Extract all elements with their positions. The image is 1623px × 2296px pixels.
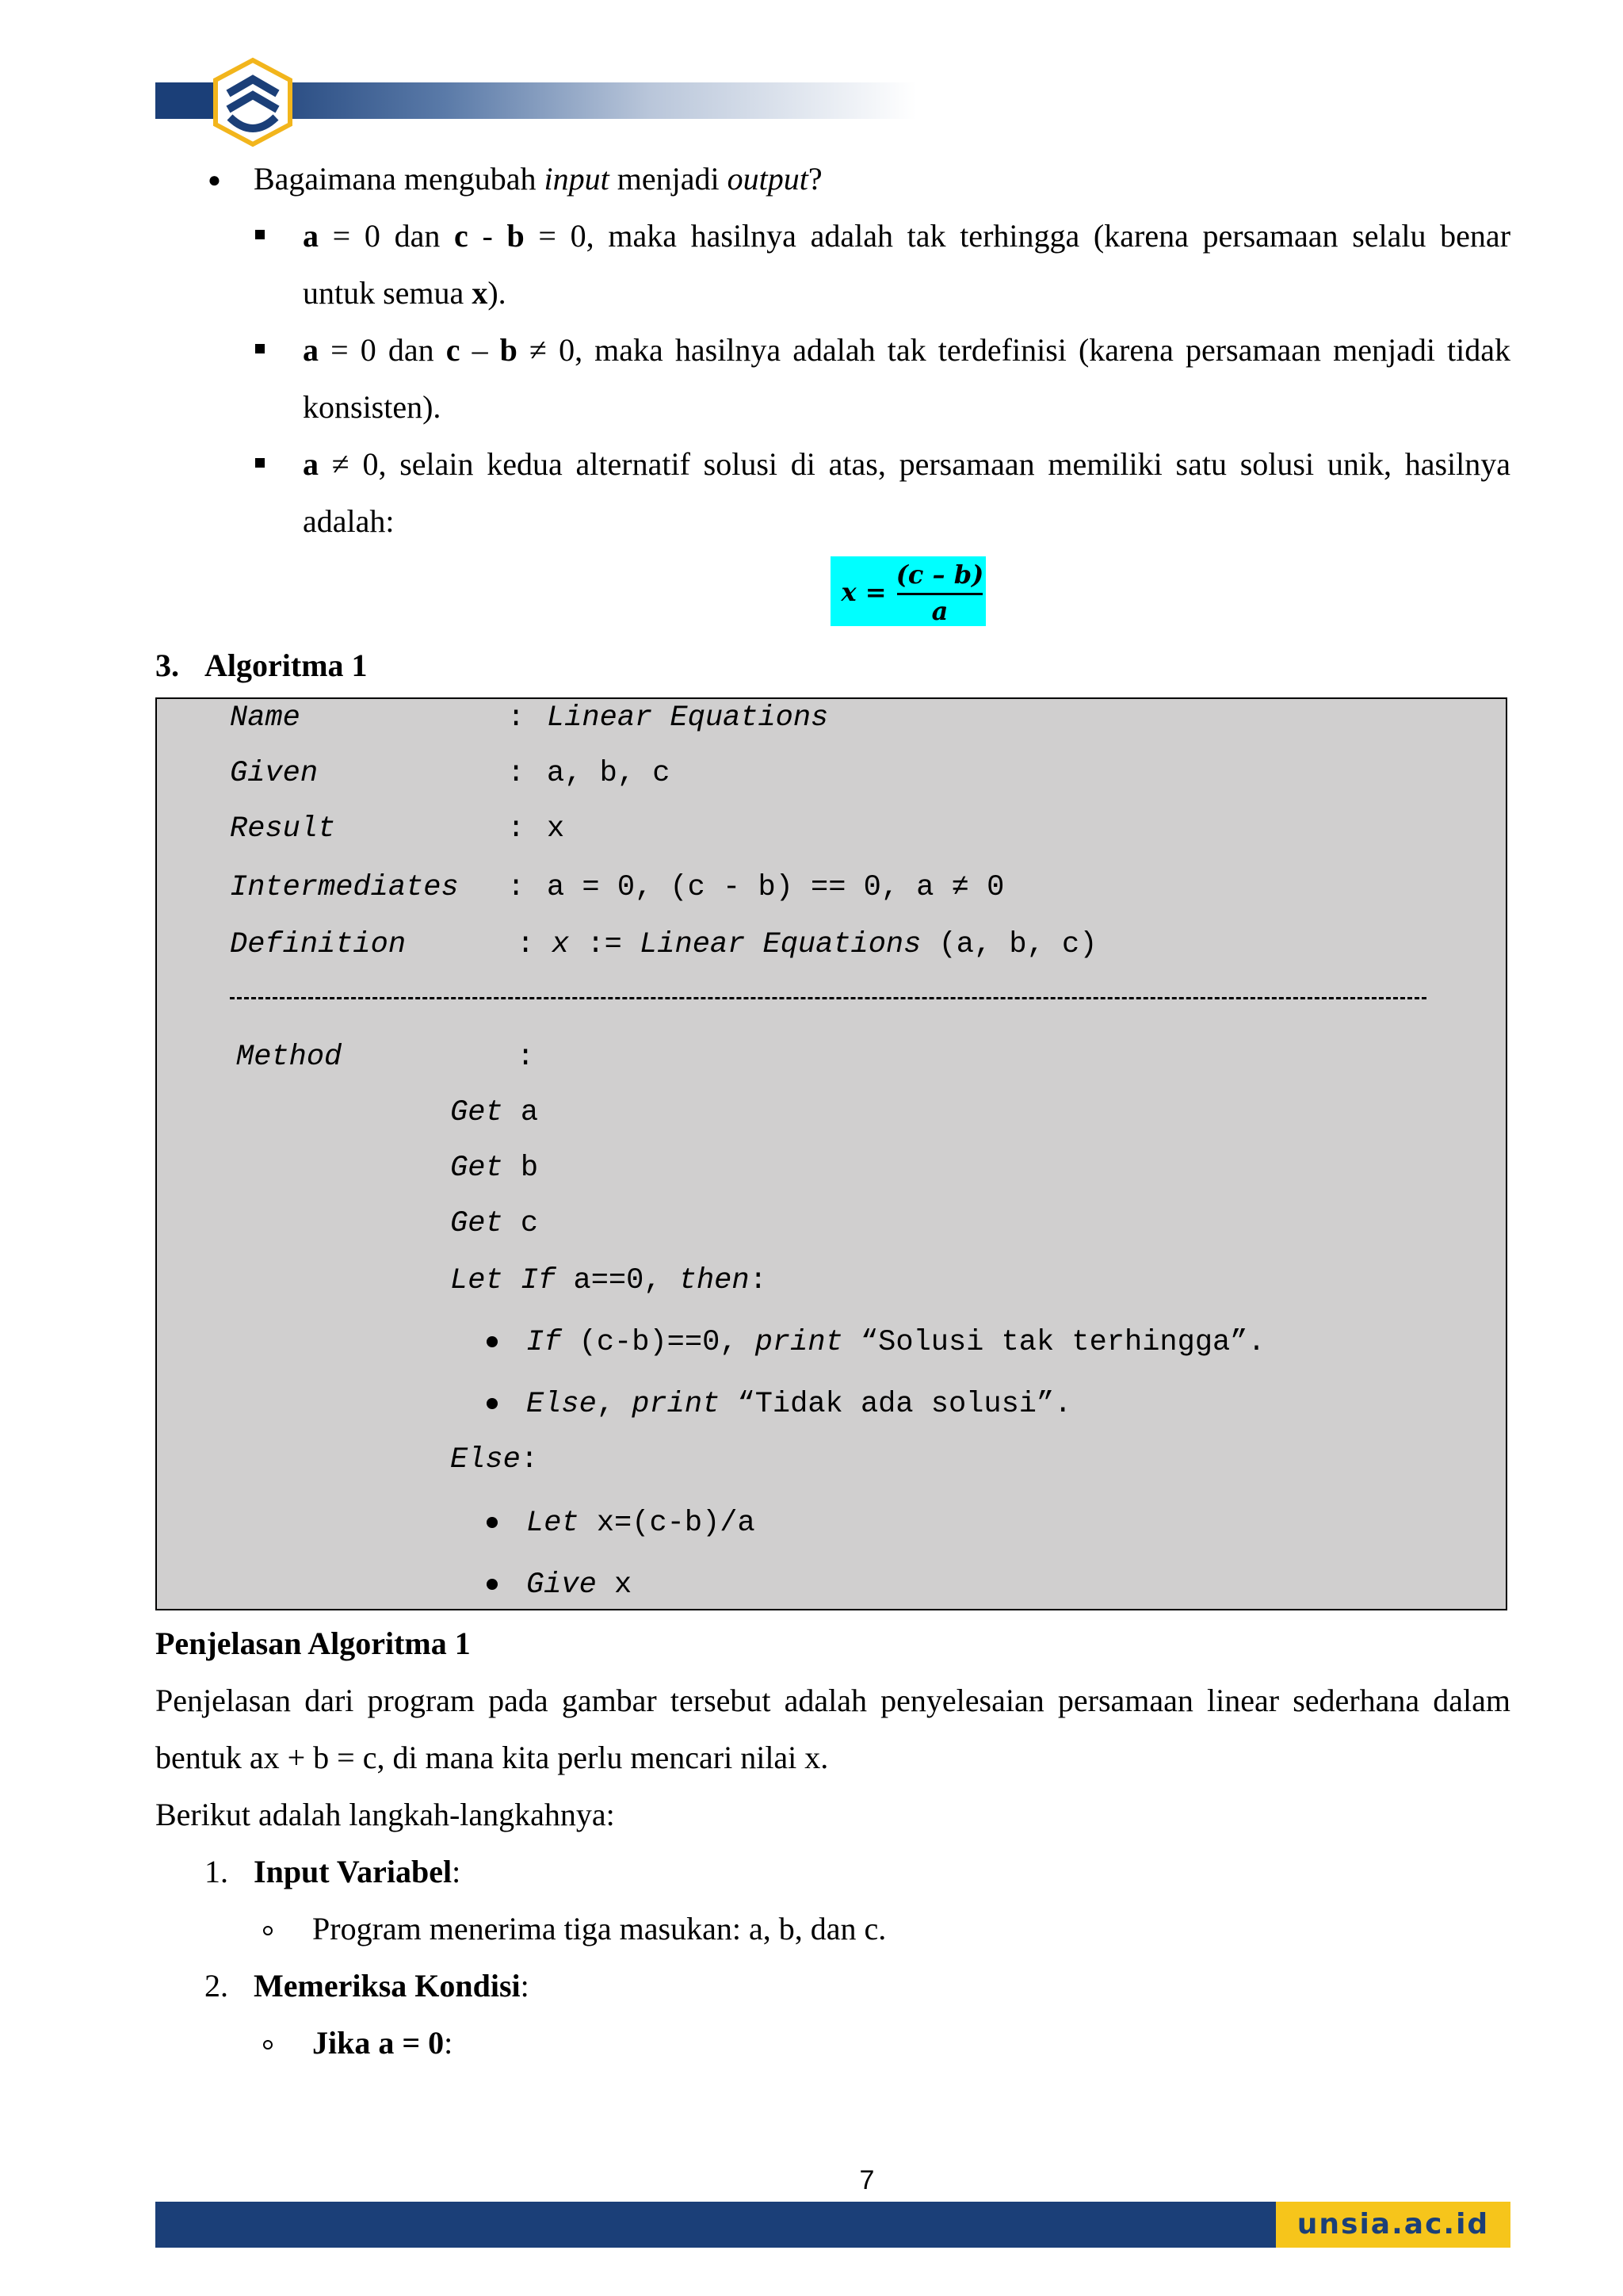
definition-label: Definition <box>230 928 407 961</box>
bullet-dot <box>487 1517 498 1528</box>
step-2-number: 2. <box>204 1968 228 2004</box>
get-a-line: Get a <box>450 1096 539 1129</box>
intermediates-value: a = 0, (c - b) == 0, a ≠ 0 <box>547 871 1005 904</box>
step-2-title: Memeriksa Kondisi: <box>254 1968 529 2004</box>
intro-question: Bagaimana mengubah input menjadi output? <box>254 161 823 197</box>
give-x-line: Give x <box>526 1568 632 1602</box>
method-label: Method <box>236 1041 342 1074</box>
footer-site-link[interactable]: unsia.ac.id <box>1276 2202 1510 2248</box>
let-x-line: Let x=(c-b)/a <box>526 1507 755 1540</box>
explanation-heading: Penjelasan Algoritma 1 <box>155 1626 471 1661</box>
given-value: a, b, c <box>547 757 670 790</box>
steps-intro: Berikut adalah langkah-langkahnya: <box>155 1797 615 1832</box>
circle-bullet <box>263 2040 273 2050</box>
step-1-title: Input Variabel: <box>254 1854 461 1889</box>
intermediates-label: Intermediates <box>230 871 459 904</box>
algorithm-box <box>155 697 1507 1610</box>
formula-lhs: x = <box>841 577 887 607</box>
square-bullet <box>255 344 265 353</box>
case-3-line-1: a ≠ 0, selain kedua alternatif solusi di atas, persamaan memiliki satu solusi unik, hasilnya <box>303 446 1510 482</box>
bullet-dot <box>487 1336 498 1347</box>
section-title: Algoritma 1 <box>204 648 368 683</box>
circle-bullet <box>263 1926 273 1935</box>
definition-value: x := Linear Equations (a, b, c) <box>552 928 1098 961</box>
get-c-line: Get c <box>450 1207 539 1240</box>
if-solusi-line: If (c-b)==0, print “Solusi tak terhingga”. <box>526 1326 1266 1359</box>
given-label: Given <box>230 757 319 790</box>
formula-denominator: a <box>931 596 949 626</box>
intermediates-colon: : <box>507 871 525 904</box>
name-value: Linear Equations <box>547 701 829 735</box>
case-2-line-1: a = 0 dan c – b ≠ 0, maka hasilnya adalah tak terdefinisi (karena persamaan menjadi tidak <box>303 332 1511 368</box>
case-3-line-2: adalah: <box>303 503 395 539</box>
step-1-sub: Program menerima tiga masukan: a, b, dan c. <box>312 1911 887 1946</box>
result-value: x <box>547 812 565 846</box>
name-colon: : <box>507 701 525 735</box>
bullet-dot <box>487 1579 498 1590</box>
case-2-line-2: konsisten). <box>303 389 441 425</box>
formula-highlight <box>831 556 986 626</box>
name-label: Name <box>230 701 300 735</box>
explanation-paragraph-line-2: bentuk ax + b = c, di mana kita perlu mencari nilai x. <box>155 1740 829 1775</box>
let-if-line: Let If a==0, then: <box>450 1264 767 1297</box>
page-number: 7 <box>859 2165 875 2195</box>
else-print-line: Else, print “Tidak ada solusi”. <box>526 1388 1072 1421</box>
case-1-line-1: a = 0 dan c - b = 0, maka hasilnya adalah tak terhingga (karena persamaan selalu benar <box>303 218 1511 254</box>
method-colon: : <box>517 1041 535 1074</box>
bullet-dot <box>487 1398 498 1409</box>
given-colon: : <box>507 757 525 790</box>
step-1-number: 1. <box>204 1854 228 1889</box>
get-b-line: Get b <box>450 1152 539 1185</box>
square-bullet <box>255 458 265 468</box>
case-1-line-2: untuk semua x). <box>303 275 506 311</box>
explanation-paragraph-line-1: Penjelasan dari program pada gambar tersebut adalah penyelesaian persamaan linear sederhana dalam <box>155 1683 1510 1718</box>
result-colon: : <box>507 812 525 846</box>
bullet-dot: ● <box>208 168 221 193</box>
step-2-sub: Jika a = 0: <box>312 2025 453 2061</box>
definition-colon: : <box>517 928 535 961</box>
formula-numerator: (c – b) <box>896 560 984 590</box>
fraction-bar <box>897 593 983 595</box>
else-line: Else: <box>450 1443 539 1477</box>
section-number: 3. <box>155 648 179 683</box>
method-divider <box>230 997 1426 999</box>
result-label: Result <box>230 812 336 846</box>
square-bullet <box>255 230 265 239</box>
university-logo-icon <box>208 57 298 147</box>
